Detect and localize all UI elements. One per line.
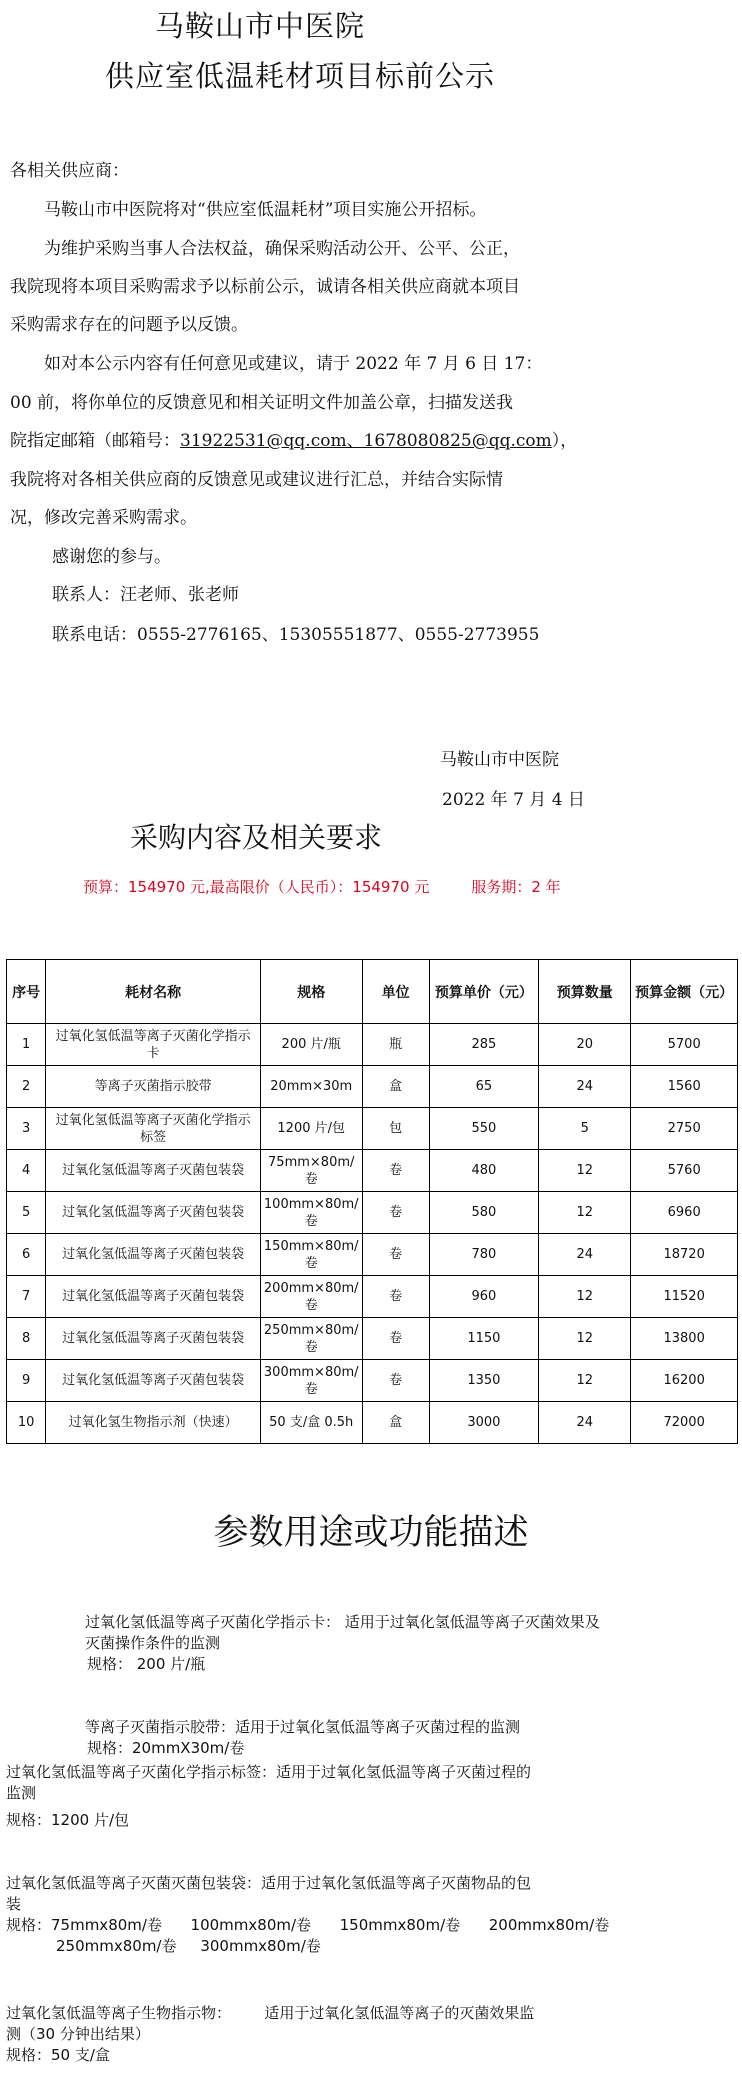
procurement-table: [6, 959, 738, 1444]
contact-person: 联系人：汪老师、张老师: [52, 585, 239, 605]
param-item-1-line2: 灭菌操作条件的监测: [85, 1634, 221, 1652]
param-item-1-line1: 过氧化氢低温等离子灭菌化学指示卡： 适用于过氧化氢低温等离子灭菌效果及: [85, 1613, 600, 1631]
param-item-2-line1: 等离子灭菌指示胶带：适用于过氧化氢低温等离子灭菌过程的监测: [85, 1718, 521, 1736]
salutation: 各相关供应商：: [10, 161, 129, 181]
cell-name: 过氧化氢低温等离子灭菌化学指示标签: [46, 1108, 261, 1150]
cell-spec: 200mm×80m/卷: [260, 1276, 362, 1318]
cell-qty: 12: [539, 1318, 631, 1360]
notice-para2-line3: 采购需求存在的问题予以反馈。: [10, 315, 248, 335]
notice-para3-line5: 况，修改完善采购需求。: [10, 508, 197, 528]
param-item-4-spec2: 250mmx80m/卷 300mmx80m/卷: [56, 1937, 321, 1955]
notice-para3-line4: 我院将对各相关供应商的反馈意见或建议进行汇总，并结合实际情: [10, 470, 503, 490]
cell-no: 4: [7, 1150, 46, 1192]
param-item-4-line2: 装: [6, 1895, 22, 1913]
cell-spec: 300mm×80m/卷: [260, 1360, 362, 1402]
cell-spec: 20mm×30m: [260, 1066, 362, 1108]
notice-para2-line1: 为维护采购当事人合法权益，确保采购活动公开、公平、公正，: [44, 239, 520, 259]
cell-unit: 卷: [362, 1360, 429, 1402]
header-unit: 单位: [362, 960, 429, 1024]
cell-no: 2: [7, 1066, 46, 1108]
table-row: [7, 1066, 738, 1108]
cell-name: 过氧化氢低温等离子灭菌包装袋: [46, 1192, 261, 1234]
cell-unit: 包: [362, 1108, 429, 1150]
cell-unit: 瓶: [362, 1024, 429, 1066]
cell-amount: 5700: [631, 1024, 738, 1066]
requirements-title: 采购内容及相关要求: [129, 821, 382, 854]
cell-qty: 20: [539, 1024, 631, 1066]
notice-para3-line3: [10, 422, 590, 461]
cell-no: 5: [7, 1192, 46, 1234]
param-item-3-spec: 规格：1200 片/包: [6, 1811, 129, 1829]
budget-line: [83, 876, 561, 897]
table-row: [7, 1108, 738, 1150]
table-row: [7, 1318, 738, 1360]
header-no: 序号: [7, 960, 46, 1024]
cell-qty: 12: [539, 1360, 631, 1402]
table-row: [7, 1402, 738, 1444]
cell-qty: 24: [539, 1234, 631, 1276]
cell-no: 8: [7, 1318, 46, 1360]
cell-name: 过氧化氢低温等离子灭菌化学指示卡: [46, 1024, 261, 1066]
thanks-text: 感谢您的参与。: [52, 547, 171, 567]
notice-para1: 马鞍山市中医院将对“供应室低温耗材”项目实施公开招标。: [44, 200, 487, 220]
param-item-5-line1: 过氧化氢低温等离子生物指示物： 适用于过氧化氢低温等离子的灭菌效果监: [6, 2004, 535, 2022]
header-name: 耗材名称: [46, 960, 261, 1024]
cell-amount: 6960: [631, 1192, 738, 1234]
cell-name: 过氧化氢低温等离子灭菌包装袋: [46, 1276, 261, 1318]
header-spec: 规格: [260, 960, 362, 1024]
param-item-4-spec: 规格：75mmx80m/卷 100mmx80m/卷 150mmx80m/卷 200mmx80m/卷: [6, 1916, 610, 1934]
param-item-5-spec: 规格：50 支/盒: [6, 2046, 110, 2064]
header-price: 预算单价（元）: [429, 960, 539, 1024]
cell-price: 285: [429, 1024, 539, 1066]
cell-spec: 1200 片/包: [260, 1108, 362, 1150]
param-item-3-line1: 过氧化氢低温等离子灭菌化学指示标签：适用于过氧化氢低温等离子灭菌过程的: [6, 1763, 532, 1781]
cell-price: 960: [429, 1276, 539, 1318]
param-item-1-spec: 规格： 200 片/瓶: [87, 1655, 206, 1673]
page-title-line2: 供应室低温耗材项目标前公示: [104, 59, 495, 93]
table-body: [7, 1024, 738, 1444]
cell-amount: 2750: [631, 1108, 738, 1150]
notice-para3-line1: 如对本公示内容有任何意见或建议，请于 2022 年 7 月 6 日 17：: [44, 354, 543, 374]
param-item-2: [85, 1717, 685, 1759]
cell-qty: 12: [539, 1276, 631, 1318]
cell-name: 过氧化氢低温等离子灭菌包装袋: [46, 1360, 261, 1402]
budget-text: 预算：154970 元,最高限价（人民币）：154970 元: [83, 878, 430, 896]
cell-spec: 250mm×80m/卷: [260, 1318, 362, 1360]
page-title-line1: 马鞍山市中医院: [154, 9, 365, 43]
param-item-2-spec: 规格：20mmX30m/卷: [87, 1739, 245, 1757]
cell-no: 7: [7, 1276, 46, 1318]
cell-price: 550: [429, 1108, 539, 1150]
header-qty: 预算数量: [539, 960, 631, 1024]
cell-qty: 12: [539, 1150, 631, 1192]
cell-no: 10: [7, 1402, 46, 1444]
table-row: [7, 1024, 738, 1066]
cell-amount: 72000: [631, 1402, 738, 1444]
cell-qty: 24: [539, 1066, 631, 1108]
header-amount: 预算金额（元）: [631, 960, 738, 1024]
cell-spec: 200 片/瓶: [260, 1024, 362, 1066]
cell-amount: 1560: [631, 1066, 738, 1108]
cell-amount: 13800: [631, 1318, 738, 1360]
cell-price: 780: [429, 1234, 539, 1276]
cell-no: 9: [7, 1360, 46, 1402]
cell-amount: 16200: [631, 1360, 738, 1402]
cell-name: 等离子灭菌指示胶带: [46, 1066, 261, 1108]
cell-unit: 卷: [362, 1150, 429, 1192]
cell-amount: 18720: [631, 1234, 738, 1276]
cell-spec: 100mm×80m/卷: [260, 1192, 362, 1234]
param-item-3: [6, 1762, 626, 1831]
contact-phone: 联系电话：0555-2776165、15305551877、0555-2773955: [52, 625, 540, 645]
notice-para3-line2: 00 前，将你单位的反馈意见和相关证明文件加盖公章，扫描发送我: [10, 393, 514, 413]
cell-price: 65: [429, 1066, 539, 1108]
cell-no: 6: [7, 1234, 46, 1276]
cell-unit: 盒: [362, 1402, 429, 1444]
cell-qty: 24: [539, 1402, 631, 1444]
param-item-3-line2: 监测: [6, 1784, 37, 1802]
cell-name: 过氧化氢生物指示剂（快速）: [46, 1402, 261, 1444]
param-item-5: [6, 2003, 626, 2066]
email-suffix: ），: [551, 431, 578, 451]
email-prefix: 院指定邮箱（邮箱号：: [10, 431, 180, 451]
cell-spec: 50 支/盒 0.5h: [260, 1402, 362, 1444]
service-period: 服务期：2 年: [471, 878, 561, 896]
cell-no: 1: [7, 1024, 46, 1066]
table-row: [7, 1276, 738, 1318]
cell-unit: 卷: [362, 1318, 429, 1360]
cell-price: 480: [429, 1150, 539, 1192]
cell-price: 1150: [429, 1318, 539, 1360]
cell-unit: 卷: [362, 1234, 429, 1276]
param-item-5-line2: 测（30 分钟出结果）: [6, 2025, 150, 2043]
params-title: 参数用途或功能描述: [213, 1513, 529, 1553]
notice-para2-line2: 我院现将本项目采购需求予以标前公示，诚请各相关供应商就本项目: [10, 277, 520, 297]
email-link[interactable]: 31922531@qq.com、1678080825@qq.com: [180, 431, 552, 451]
table-row: [7, 1234, 738, 1276]
cell-name: 过氧化氢低温等离子灭菌包装袋: [46, 1318, 261, 1360]
cell-spec: 75mm×80m/卷: [260, 1150, 362, 1192]
signature-date: 2022 年 7 月 4 日: [442, 790, 585, 810]
table-row: [7, 1150, 738, 1192]
cell-qty: 12: [539, 1192, 631, 1234]
param-item-1: [85, 1612, 685, 1675]
cell-name: 过氧化氢低温等离子灭菌包装袋: [46, 1234, 261, 1276]
cell-amount: 11520: [631, 1276, 738, 1318]
cell-price: 1350: [429, 1360, 539, 1402]
cell-price: 580: [429, 1192, 539, 1234]
table-row: [7, 1192, 738, 1234]
table-header-row: [7, 960, 738, 1024]
cell-no: 3: [7, 1108, 46, 1150]
cell-unit: 盒: [362, 1066, 429, 1108]
cell-name: 过氧化氢低温等离子灭菌包装袋: [46, 1150, 261, 1192]
table-row: [7, 1360, 738, 1402]
cell-unit: 卷: [362, 1276, 429, 1318]
param-item-4-line1: 过氧化氢低温等离子灭菌灭菌包装袋：适用于过氧化氢低温等离子灭菌物品的包: [6, 1874, 532, 1892]
cell-amount: 5760: [631, 1150, 738, 1192]
cell-qty: 5: [539, 1108, 631, 1150]
cell-unit: 卷: [362, 1192, 429, 1234]
param-item-4: [6, 1873, 686, 1957]
cell-spec: 150mm×80m/卷: [260, 1234, 362, 1276]
signature-org: 马鞍山市中医院: [440, 750, 559, 770]
cell-price: 3000: [429, 1402, 539, 1444]
